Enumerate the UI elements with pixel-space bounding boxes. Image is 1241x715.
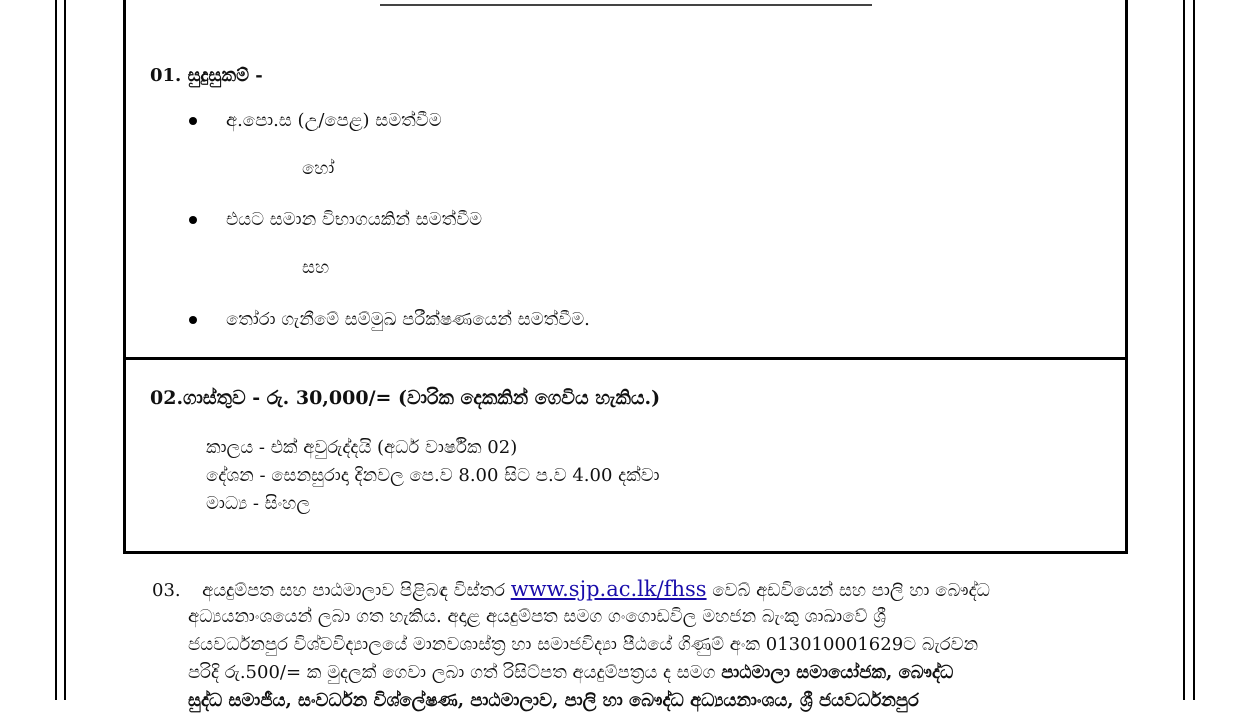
fee-heading: 02.ගාස්තුව - රු. 30,000/= (වාරික දෙකකින් ගෙවිය හැකිය.) bbox=[150, 387, 661, 409]
connector-and: සහ bbox=[302, 257, 330, 278]
page-border-right-inner bbox=[1193, 0, 1195, 700]
paragraph-line5: සුද්ධ සමාජීය, සංවර්ධන විශ්ලේෂණ, පාඨමාලාව, පාලි හා බෞද්ධ අධ්‍යයනාංශය, ශ්‍රී ජයවර්ධනපුර bbox=[188, 690, 919, 711]
course-coordinator-address: පාඨමාලා සමායෝජක, බෞද්ධ bbox=[721, 662, 954, 683]
paragraph-line4-text: පරිදි රු.500/= ක මුදලක් ගෙවා ලබා ගත් රිසිට්පත අයදුම්පත්‍රය ද සමග bbox=[188, 662, 716, 683]
connector-or: හෝ bbox=[302, 158, 335, 179]
page-border-right bbox=[1183, 0, 1185, 700]
paragraph-line1-text: අයදුම්පත සහ පාඨමාලාව පිළිබඳ විස්තර bbox=[202, 580, 505, 601]
paragraph-number: 03. bbox=[152, 580, 181, 601]
qualification-item-3: තෝරා ගැනීමේ සම්මුඛ පරීක්ෂණයෙන් සමත්වීම. bbox=[226, 309, 590, 330]
lecture-schedule: දේශන - සෙනසුරාදා දිනවල පෙ.ව 8.00 සිට ප.ව 4.00 දක්වා bbox=[206, 465, 660, 486]
medium-of-instruction: මාධ්‍ය - සිංහල bbox=[206, 493, 311, 514]
bullet-dot bbox=[189, 316, 197, 324]
page-border-left bbox=[55, 0, 57, 700]
qualifications-heading: 01. සුදුසුකම් - bbox=[150, 65, 263, 86]
bullet-dot bbox=[189, 117, 197, 125]
qualifications-box bbox=[123, 0, 1128, 360]
bullet-dot bbox=[189, 216, 197, 224]
page-border-left-inner bbox=[64, 0, 66, 700]
qualification-item-2: එයට සමාන විභාගයකින් සමත්වීම bbox=[226, 209, 483, 230]
paragraph-line2: අධ්‍යයනාංශයෙන් ලබා ගත හැකිය. අදාළ අයදුම්පත සමග ගංගොඩවිල මහජන බැංකු ශාඛාවේ ශ්‍රී bbox=[188, 606, 887, 627]
paragraph-line3: ජයවර්ධනපුර විශ්වවිද්‍යාලයේ මානවශාස්ත්‍ර හා සමාජවිද්‍යා පීඨයේ ගිණුම් අංක 013010001629ට බැරවන bbox=[188, 634, 979, 655]
course-duration: කාලය - එක් අවුරුද්දයි (අර්ධ වාර්ෂික 02) bbox=[206, 437, 518, 458]
paragraph-line1-tail: වෙබ් අඩවියෙන් සහ පාලි හා බෞද්ධ bbox=[712, 580, 990, 601]
qualification-item-1: අ.පො.ස (උ/පෙළ) සමත්වීම bbox=[226, 110, 442, 131]
faculty-website-link[interactable]: www.sjp.ac.lk/fhss bbox=[510, 577, 707, 601]
